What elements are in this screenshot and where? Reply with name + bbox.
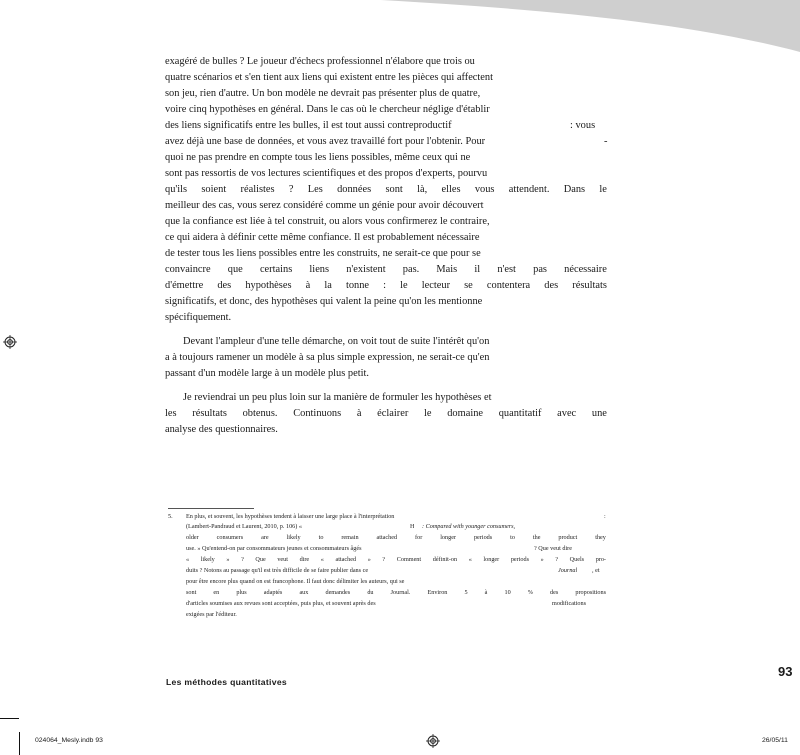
word: pro-	[595, 556, 606, 563]
word: liens	[309, 264, 330, 275]
word: nécessaire	[564, 264, 607, 275]
word: n'est	[497, 264, 516, 275]
word: n'existent	[346, 264, 386, 275]
word: domaine	[447, 408, 484, 419]
word: attendent.	[508, 184, 550, 195]
body-line-19: a à toujours ramener un modèle à sa plus simple expression, ne serait-ce qu'en	[165, 352, 490, 363]
word: tonne	[345, 280, 370, 291]
word: «	[468, 556, 472, 563]
body-line-4: voire cinq hypothèses en général. Dans le cas où le chercheur néglige d'établir	[165, 104, 490, 115]
body-fragment-dash: -	[604, 136, 608, 147]
word: avec	[557, 408, 577, 419]
word: qu'ils	[165, 184, 188, 195]
word: vous	[474, 184, 495, 195]
word: »	[226, 556, 230, 563]
word: periods	[473, 534, 493, 541]
body-line-20: passant d'un modèle large à un modèle plus petit.	[165, 368, 369, 379]
body-line-17: spécifiquement.	[165, 312, 232, 323]
word: le	[599, 184, 607, 195]
word: 10	[504, 589, 511, 596]
corner-curve-decoration	[0, 0, 800, 60]
word: are	[261, 534, 269, 541]
word: résultats	[572, 280, 607, 291]
footnote-fragment-journal-text: Journal	[558, 567, 578, 574]
body-line-8: sont pas ressortis de vos lectures scientifiques et des propos d'experts, pourvu	[165, 168, 488, 179]
word: ?	[241, 556, 244, 563]
word: veut	[277, 556, 288, 563]
word: en	[213, 589, 220, 596]
word: Que	[255, 556, 266, 563]
word: »	[367, 556, 371, 563]
word: «	[186, 556, 190, 563]
body-line-14	[165, 262, 607, 278]
footnote-fragment-et: , et	[592, 567, 600, 574]
body-line-2: quatre scénarios et s'en tient aux liens qui existent entre les pièces qui affectent	[165, 72, 493, 83]
registration-mark-left	[3, 335, 17, 349]
slug-file-info: 024064_Mesly.indb 93	[35, 737, 103, 744]
word: pas	[533, 264, 547, 275]
footnote-line-10: exigées par l'éditeur.	[186, 611, 237, 618]
footnote-line-6: duits ? Notons au passage qu'il est très difficile de se faire publier dans ce	[186, 567, 369, 574]
word: contentera	[486, 280, 531, 291]
word: likely	[286, 534, 301, 541]
footnote-line-7: pour être encore plus quand on est francophone. Il faut donc délimiter les auteurs, qui se	[186, 578, 405, 585]
word: à	[356, 408, 362, 419]
registration-mark-bottom	[426, 734, 440, 748]
body-line-11: que la confiance est liée à tel construit, ou alors vous confirmerez le contraire,	[165, 216, 490, 227]
word: du	[367, 589, 374, 596]
footnote-line-2: (Lambert-Pandraud et Laurent, 2010, p. 106) «	[186, 523, 302, 530]
footnote-fragment-modifications: modifications	[552, 600, 587, 607]
word: convaincre	[165, 264, 211, 275]
word: Dans	[563, 184, 586, 195]
crop-mark-horizontal	[0, 718, 19, 719]
word: longer	[440, 534, 457, 541]
word: Continuons	[293, 408, 342, 419]
word: Journal.	[390, 589, 411, 596]
word: le	[424, 408, 432, 419]
word: éclairer	[377, 408, 409, 419]
word: soient	[201, 184, 227, 195]
word: Environ	[427, 589, 448, 596]
word: d'émettre	[165, 280, 204, 291]
word: des	[544, 280, 559, 291]
body-line-12: ce qui aidera à définir cette même confiance. Il est probablement nécessaire	[165, 232, 480, 243]
word: for	[415, 534, 423, 541]
word: Quels	[569, 556, 585, 563]
body-line-9	[165, 182, 607, 198]
word: Les	[307, 184, 323, 195]
word: attached	[376, 534, 398, 541]
footnote-number: 5.	[168, 513, 173, 520]
body-line-7: quoi ne pas prendre en compte tous les liens possibles, même ceux qui ne	[165, 152, 471, 163]
word: hypothèses	[245, 280, 292, 291]
footnote-fragment-compared-text: : Compared with younger consumers,	[422, 523, 516, 530]
word: ?	[288, 184, 294, 195]
word: que	[227, 264, 243, 275]
word: obtenus.	[242, 408, 278, 419]
word: propositions	[575, 589, 606, 596]
word: product	[558, 534, 578, 541]
word: 5	[464, 589, 468, 596]
word: données	[337, 184, 372, 195]
body-line-22	[165, 406, 607, 422]
word: à	[484, 589, 488, 596]
word: ?	[555, 556, 559, 563]
body-fragment-vous: : vous	[570, 120, 596, 131]
word: :	[383, 280, 387, 291]
body-line-21: Je reviendrai un peu plus loin sur la manière de formuler les hypothèses et	[183, 392, 492, 403]
body-line-1: exagéré de bulles ? Le joueur d'échecs professionnel n'élabore que trois ou	[165, 56, 475, 67]
word: il	[474, 264, 481, 275]
word: aux	[299, 589, 309, 596]
footnote-fragment-h: H	[410, 523, 415, 530]
word: the	[532, 534, 541, 541]
word: résultats	[192, 408, 227, 419]
word: le	[400, 280, 408, 291]
word: consumers	[216, 534, 244, 541]
body-line-6: avez déjà une base de données, et vous avez travaillé fort pour l'obtenir. Pour	[165, 136, 486, 147]
word: %	[527, 589, 533, 596]
word: lecteur	[421, 280, 451, 291]
word: to	[510, 534, 515, 541]
word: définit-on	[432, 556, 458, 563]
word: «	[320, 556, 324, 563]
word: elles	[441, 184, 461, 195]
body-line-3: son jeu, rien d'autre. Un bon modèle ne devrait pas présenter plus de quatre,	[165, 88, 481, 99]
body-line-18: Devant l'ampleur d'une telle démarche, on voit tout de suite l'intérêt qu'on	[183, 336, 490, 347]
word: Comment	[396, 556, 422, 563]
footnote-fragment-compared	[422, 522, 515, 533]
body-line-15	[165, 278, 607, 294]
body-line-23: analyse des questionnaires.	[165, 424, 278, 435]
body-line-10: meilleur des cas, vous serez considéré comme un génie pour avoir découvert	[165, 200, 484, 211]
word: older	[186, 534, 199, 541]
body-line-5: des liens significatifs entre les bulles, il est tout aussi contreproductif	[165, 120, 452, 131]
word: des	[550, 589, 559, 596]
footnote-line-5	[186, 555, 606, 566]
word: se	[464, 280, 473, 291]
footnote-line-3	[186, 533, 606, 544]
word: sont	[385, 184, 403, 195]
footnote-fragment-colon: :	[604, 513, 606, 520]
word: là,	[417, 184, 428, 195]
word: les	[165, 408, 177, 419]
word: la	[324, 280, 332, 291]
body-line-16: significatifs, et donc, des hypothèses qui valent la peine qu'on les mentionne	[165, 296, 483, 307]
footnote-fragment-journal	[558, 566, 577, 577]
word: quantitatif	[498, 408, 542, 419]
word: plus	[236, 589, 247, 596]
word: Mais	[436, 264, 458, 275]
word: ?	[382, 556, 386, 563]
running-footer-title: Les méthodes quantitatives	[166, 677, 287, 687]
footnote-line-1: En plus, et souvent, les hypothèses tendent à laisser une large place à l'interprétation	[186, 513, 395, 520]
footnote-line-4: use. » Qu'entend-on par consommateurs jeunes et consommateurs âgés	[186, 545, 362, 552]
word: they	[595, 534, 606, 541]
word: une	[591, 408, 607, 419]
word: réalistes	[240, 184, 275, 195]
word: attached	[335, 556, 357, 563]
slug-date: 26/05/11	[762, 737, 788, 744]
footnote-line-8	[186, 588, 606, 599]
footnote-rule	[168, 508, 254, 509]
word: à	[305, 280, 311, 291]
word: adaptés	[263, 589, 283, 596]
body-line-13: de tester tous les liens possibles entre les construits, ne serait-ce que pour se	[165, 248, 481, 259]
word: certains	[259, 264, 293, 275]
word: likely	[200, 556, 215, 563]
word: demandes	[325, 589, 351, 596]
word: sont	[186, 589, 197, 596]
word: to	[318, 534, 324, 541]
crop-mark-vertical	[19, 732, 20, 755]
word: pas.	[402, 264, 420, 275]
footnote-line-9: d'articles soumises aux revues sont acceptées, puis plus, et souvent après des	[186, 600, 376, 607]
word: »	[540, 556, 544, 563]
word: des	[217, 280, 232, 291]
word: dire	[299, 556, 310, 563]
word: periods	[510, 556, 530, 563]
page-number: 93	[778, 664, 793, 679]
word: remain	[341, 534, 359, 541]
footnote-fragment-vous-dire: ? Que veut dire	[534, 545, 572, 552]
word: longer	[483, 556, 500, 563]
